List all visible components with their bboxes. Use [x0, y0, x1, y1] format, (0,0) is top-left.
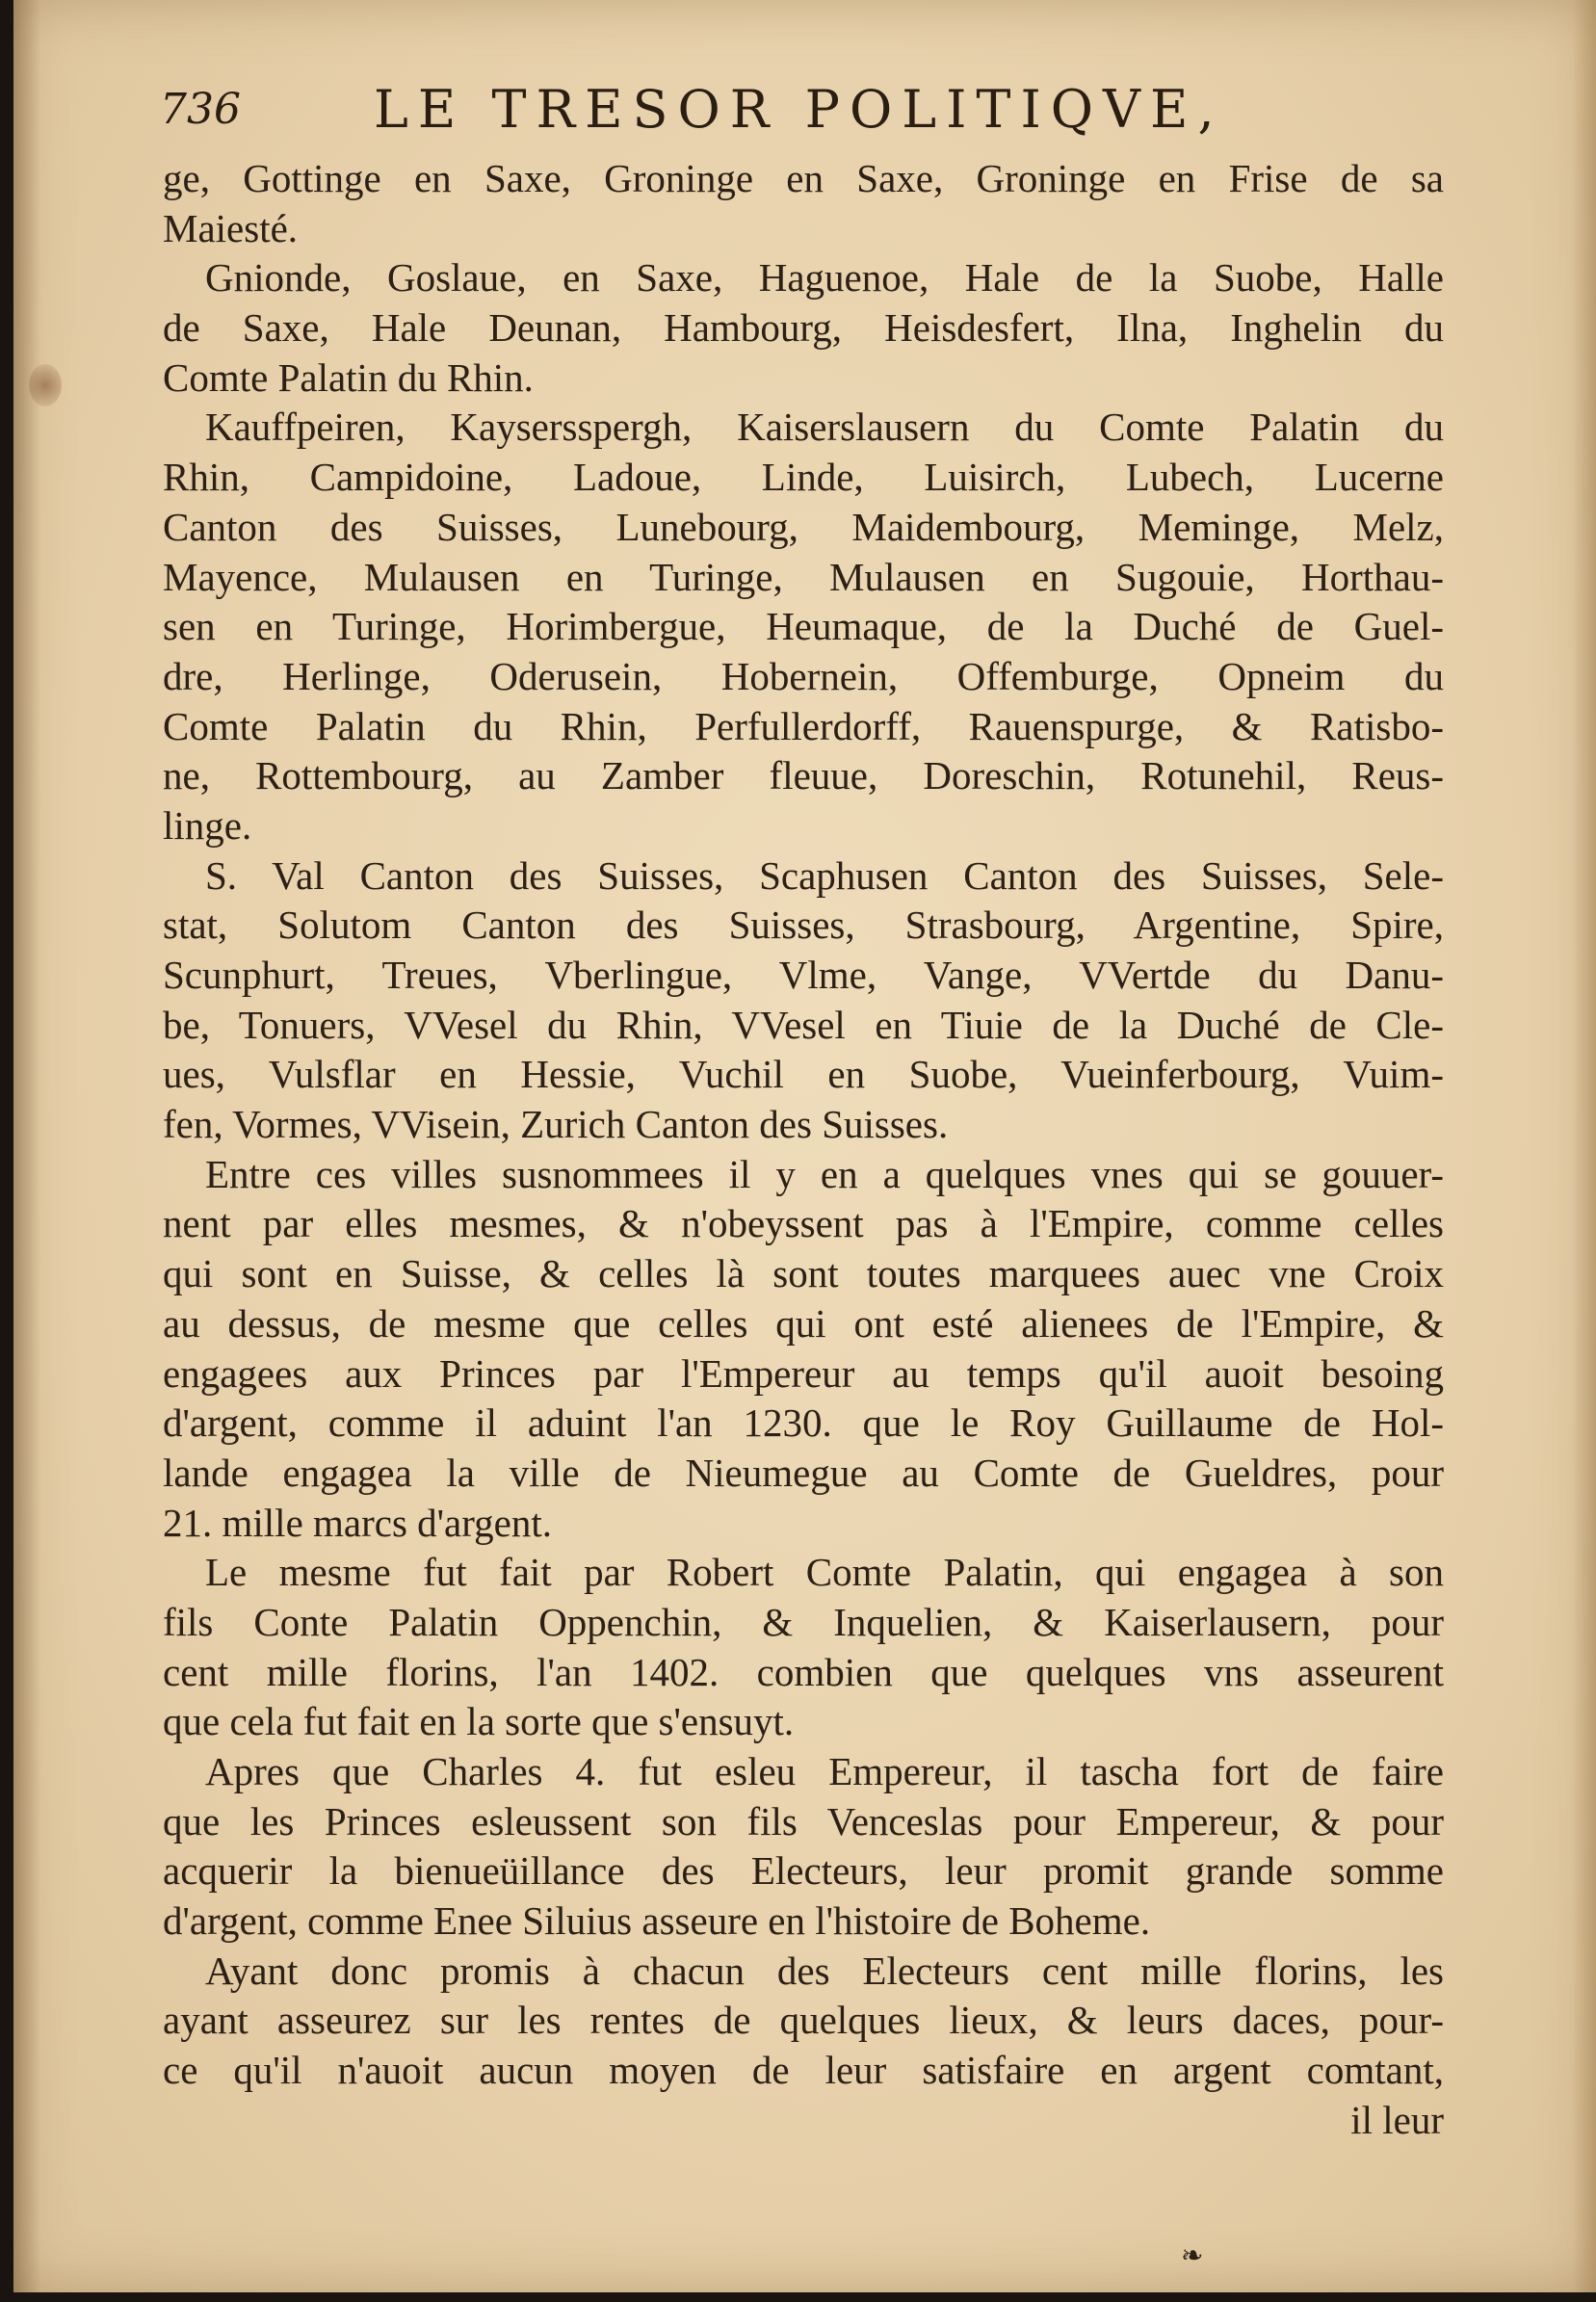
text-line: Canton des Suisses, Lunebourg, Maidembourg, Meminge, Melz,: [163, 504, 1444, 549]
text-line: acquerir la bienueüillance des Electeurs, leur promit grande somme: [163, 1848, 1444, 1894]
text-line: Comte Palatin du Rhin, Perfullerdorff, Rauenspurge, & Ratisbo-: [163, 703, 1444, 748]
page-number: 736: [160, 85, 241, 134]
text-line: engagees aux Princes par l'Empereur au temps qu'il auoit besoing: [163, 1350, 1444, 1396]
text-line: ge, Gottinge en Saxe, Groninge en Saxe, Groninge en Frise de sa: [163, 156, 1444, 200]
text-line: que les Princes esleussent son fils Venceslas pour Empereur, & pour: [163, 1798, 1444, 1844]
paper-stain: [29, 364, 62, 406]
text-line: ne, Rottembourg, au Zamber fleuue, Doreschin, Rotunehil, Reus-: [163, 753, 1444, 798]
text-line: nent par elles mesmes, & n'obeyssent pas à l'Empire, comme celles: [163, 1201, 1444, 1246]
page-gutter-shadow: [13, 0, 40, 2292]
text-line: Entre ces villes susnommees il y en a quelques vnes qui se gouuer-: [205, 1151, 1444, 1196]
text-line: lande engagea la ville de Nieumegue au Comte de Gueldres, pour: [163, 1450, 1444, 1495]
text-line: stat, Solutom Canton des Suisses, Strasbourg, Argentine, Spire,: [163, 902, 1444, 948]
text-line: d'argent, comme Enee Siluius asseure en l'histoire de Boheme.: [163, 1898, 1151, 1944]
text-line: be, Tonuers, VVesel du Rhin, VVesel en Tiuie de la Duché de Cle-: [163, 1002, 1444, 1047]
text-line: ce qu'il n'auoit aucun moyen de leur satisfaire en argent comtant,: [163, 2048, 1444, 2093]
text-line: de Saxe, Hale Deunan, Hambourg, Heisdesfert, Ilna, Inghelin du: [163, 305, 1444, 351]
text-line: Comte Palatin du Rhin.: [163, 354, 534, 400]
text-line: Gnionde, Goslaue, en Saxe, Haguenoe, Hale de la Suobe, Halle: [205, 255, 1444, 301]
text-line: Kauffpeiren, Kaysersspergh, Kaiserslausern du Comte Palatin du: [205, 405, 1444, 450]
text-line: Mayence, Mulausen en Turinge, Mulausen en Sugouie, Horthau-: [163, 554, 1444, 599]
text-line: qui sont en Suisse, & celles là sont toutes marquees auec vne Croix: [163, 1251, 1444, 1296]
page-edge-shadow: [1573, 0, 1596, 2292]
text-line: ayant asseurez sur les rentes de quelques lieux, & leurs daces, pour-: [163, 1998, 1444, 2043]
text-line: Ayant donc promis à chacun des Electeurs cent mille florins, les: [205, 1948, 1444, 1993]
text-line: 21. mille marcs d'argent.: [163, 1500, 552, 1545]
text-line: que cela fut fait en la sorte que s'ensuyt.: [163, 1699, 795, 1744]
text-line: linge.: [163, 802, 252, 848]
text-line: Maiesté.: [163, 205, 299, 250]
text-line: fils Conte Palatin Oppenchin, & Inquelien, & Kaiserlausern, pour: [163, 1599, 1444, 1644]
page-header: [143, 75, 1433, 143]
book-page: [13, 0, 1596, 2292]
running-title: LE TRESOR POLITIQVE,: [374, 79, 1224, 140]
body-text: [163, 154, 1444, 2146]
text-line: il leur: [1350, 2097, 1444, 2142]
text-line: Le mesme fut fait par Robert Comte Palatin, qui engagea à son: [205, 1550, 1444, 1595]
text-line: cent mille florins, l'an 1402. combien que quelques vns asseurent: [163, 1649, 1444, 1694]
text-line: fen, Vormes, VVisein, Zurich Canton des Suisses.: [163, 1102, 949, 1147]
ornament-mark: ❧: [1181, 2239, 1204, 2271]
text-line: dre, Herlinge, Oderusein, Hobernein, Offemburge, Opneim du: [163, 653, 1444, 698]
text-line: d'argent, comme il aduint l'an 1230. que le Roy Guillaume de Hol-: [163, 1400, 1444, 1446]
text-line: S. Val Canton des Suisses, Scaphusen Canton des Suisses, Sele-: [205, 852, 1444, 898]
text-line: sen en Turinge, Horimbergue, Heumaque, de la Duché de Guel-: [163, 604, 1444, 649]
text-line: Scunphurt, Treues, Vberlingue, Vlme, Vange, VVertde du Danu-: [163, 953, 1444, 997]
text-line: Apres que Charles 4. fut esleu Empereur, il tascha fort de faire: [205, 1749, 1444, 1793]
text-line: au dessus, de mesme que celles qui ont esté alienees de l'Empire, &: [163, 1300, 1444, 1346]
text-line: Rhin, Campidoine, Ladoue, Linde, Luisirch, Lubech, Lucerne: [163, 455, 1444, 500]
text-line: ues, Vulsflar en Hessie, Vuchil en Suobe, Vueinferbourg, Vuim-: [163, 1052, 1444, 1097]
